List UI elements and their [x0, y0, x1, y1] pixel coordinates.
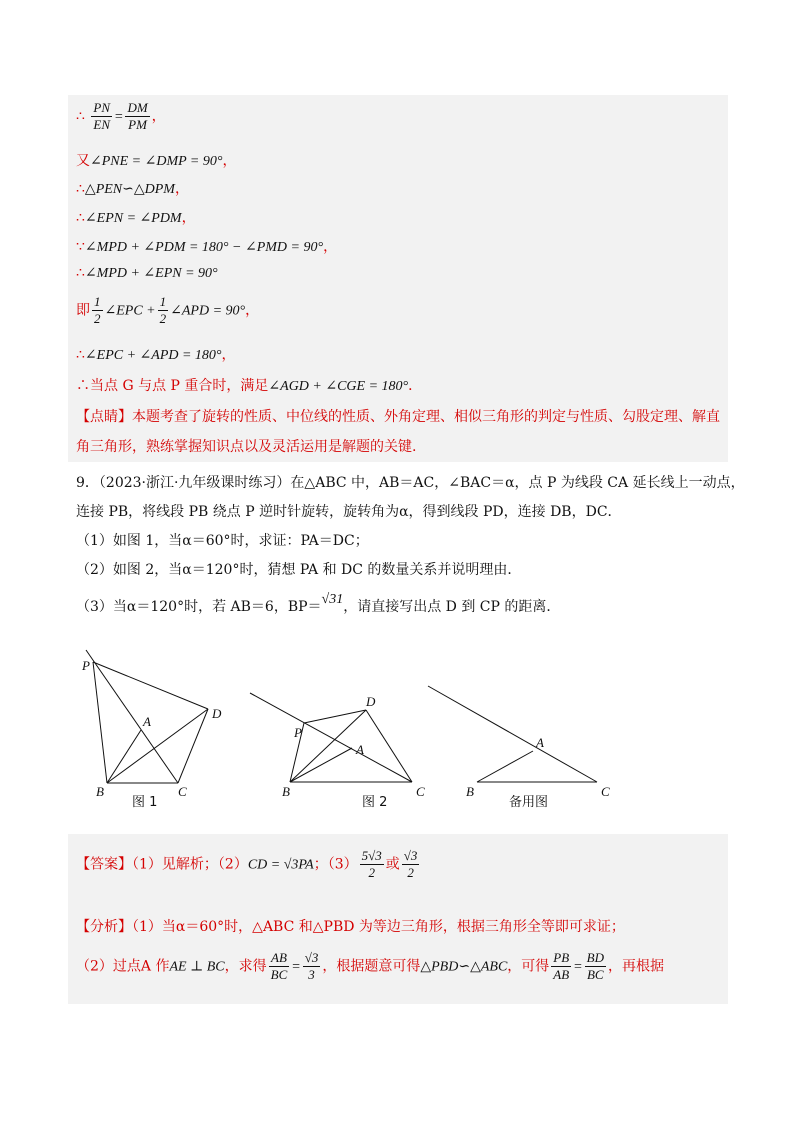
answer-line: 【答案】（1）见解析；（2）CD = √3PA；（3） $\frac{5√3}{2}$ 或 $\frac{√3}{2}$: [76, 848, 418, 880]
geometry-figures: [0, 640, 800, 840]
fraction-half-2: $\frac{1}{2}$: [159, 294, 167, 326]
solution-line-9: ∴当点 G 与点 P 重合时，满足∠AGD + ∠CGE = 180°．: [76, 378, 423, 394]
problem-question-2: （2）如图 2，当α＝120°时，猜想 PA 和 DC 的数量关系并说明理由．: [76, 562, 522, 578]
fig2-label-b: B: [282, 784, 290, 799]
fig1-label-c: C: [178, 784, 187, 799]
problem-line-1: 9．（2023·浙江·九年级课时练习）在△ABC 中，AB＝AC，∠BAC＝α，点 P 为线段 CA 延长线上一动点，: [76, 475, 745, 491]
problem-line-2: 连接 PB，将线段 PB 绕点 P 逆时针旋转，旋转角为α，得到线段 PD，连接 DB，DC．: [76, 504, 622, 520]
fraction-half-1: $\frac{1}{2}$: [94, 294, 101, 326]
comment-line-2: 角三角形，熟练掌握知识点以及灵活运用是解题的关键.: [76, 439, 417, 455]
comment-line-1: 【点睛】本题考查了旋转的性质、中位线的性质、外角定理、相似三角形的判定与性质、勾股定理、解直: [76, 409, 720, 425]
fig2-caption: 图 2: [362, 795, 388, 810]
solution-line-2: 又∠PNE = ∠DMP = 90°，: [76, 153, 237, 169]
fig1-label-b: B: [96, 784, 104, 799]
solution-line-3: ∴△PEN∽△DPM，: [76, 181, 189, 197]
fig2-label-p: P: [294, 725, 302, 740]
analysis-line-1: 【分析】（1）当α＝60°时，△ABC 和△PBD 为等边三角形，根据三角形全等即可求证；: [76, 919, 625, 935]
analysis-line-2: （2）过点A 作AE ⊥ BC，求得 $\frac{AB}{BC}$ = $\frac{√3}{3}$ ，根据题意可得△PBD∽△ABC，可得 $\frac{PB}{AB}$ = $\frac{BD}{BC}$ ，再根据: [76, 950, 664, 982]
fig3-label-a: A: [536, 735, 544, 750]
fraction-pn-en: $\frac{PN}{EN}$: [93, 100, 110, 132]
solution-line-5: ∵∠MPD + ∠PDM = 180° − ∠PMD = 90°，: [76, 239, 338, 255]
fig3-label-b: B: [466, 784, 474, 799]
solution-line-4: ∴∠EPN = ∠PDM，: [76, 210, 196, 226]
answer-fraction-2: $\frac{√3}{2}$: [403, 848, 418, 880]
problem-question-1: （1）如图 1，当α＝60°时，求证：PA＝DC；: [76, 533, 369, 549]
fig3-label-c: C: [601, 784, 610, 799]
fraction-dm-pm: $\frac{DM}{PM}$: [127, 100, 148, 132]
fig3-caption: 备用图: [509, 795, 549, 810]
analysis-fraction-4: $\frac{BD}{BC}$: [586, 950, 604, 982]
solution-line-6: ∴∠MPD + ∠EPN = 90°: [76, 265, 218, 281]
fig1-label-d: D: [212, 706, 222, 721]
problem-question-3: （3）当α＝120°时，若 AB＝6，BP＝√31，请直接写出点 D 到 CP 的距离．: [76, 592, 561, 615]
solution-line-1: ∴ $\frac{PN}{EN}$ = $\frac{DM}{PM}$ ，: [76, 100, 166, 132]
fig1-label-a: A: [143, 714, 151, 729]
solution-line-8: ∴∠EPC + ∠APD = 180°，: [76, 347, 236, 363]
analysis-fraction-2: $\frac{√3}{3}$: [304, 950, 319, 982]
fig2-label-a: A: [356, 742, 364, 757]
analysis-fraction-1: $\frac{AB}{BC}$: [270, 950, 288, 982]
solution-line-7: 即 $\frac{1}{2}$ ∠EPC + $\frac{1}{2}$ ∠APD = 90°，: [76, 294, 260, 326]
analysis-fraction-3: $\frac{PB}{AB}$: [553, 950, 570, 982]
fig2-label-d: D: [366, 694, 376, 709]
fig2-label-c: C: [416, 784, 425, 799]
answer-fraction-1: $\frac{5√3}{2}$: [361, 848, 382, 880]
fig1-caption: 图 1: [132, 795, 158, 810]
fig1-label-p: P: [82, 658, 90, 673]
